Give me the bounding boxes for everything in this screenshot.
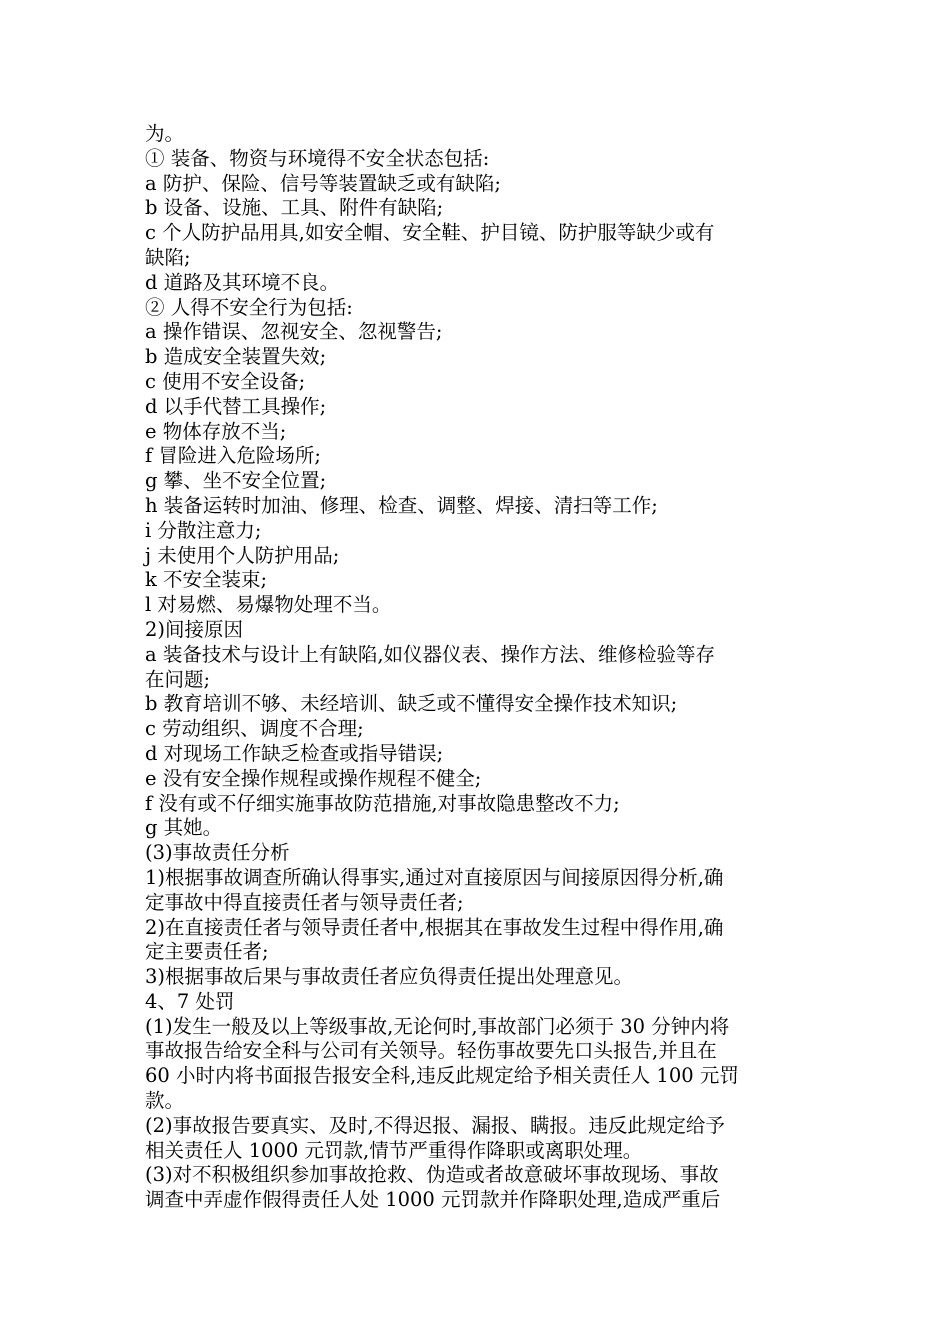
text-line: 60 小时内将书面报告报安全科,违反此规定给予相关责任人 100 元罚 <box>145 1064 739 1088</box>
text-line: c 使用不安全设备; <box>145 369 306 393</box>
text-line: 1)根据事故调查所确认得事实,通过对直接原因与间接原因得分析,确 <box>145 865 724 889</box>
text-line: (1)发生一般及以上等级事故,无论何时,事故部门必须于 30 分钟内将 <box>145 1014 730 1038</box>
text-line: e 物体存放不当; <box>145 419 287 443</box>
text-line: k 不安全装束; <box>145 568 268 592</box>
text-line: j 未使用个人防护用品; <box>145 543 340 567</box>
text-line: d 以手代替工具操作; <box>145 394 327 418</box>
text-line: b 教育培训不够、未经培训、缺乏或不懂得安全操作技术知识; <box>145 692 678 716</box>
document-page <box>145 122 810 1213</box>
text-line: g 攀、坐不安全位置; <box>145 469 327 493</box>
text-line: a 操作错误、忽视安全、忽视警告; <box>145 320 443 344</box>
text-line: 为。 <box>145 122 185 145</box>
text-line: 2)在直接责任者与领导责任者中,根据其在事故发生过程中得作用,确 <box>145 915 724 939</box>
text-line: 3)根据事故后果与事故责任者应负得责任提出处理意见。 <box>145 965 634 989</box>
text-line: a 装备技术与设计上有缺陷,如仪器仪表、操作方法、维修检验等存 <box>145 642 716 666</box>
text-line: c 劳动组织、调度不合理; <box>145 717 364 741</box>
text-line: f 没有或不仔细实施事故防范措施,对事故隐患整改不力; <box>145 791 620 815</box>
text-line: (3)对不积极组织参加事故抢救、伪造或者故意破坏事故现场、事故 <box>145 1163 719 1187</box>
text-line: 缺陷; <box>145 245 191 269</box>
text-line: b 设备、设施、工具、附件有缺陷; <box>145 196 444 220</box>
text-line: 事故报告给安全科与公司有关领导。轻伤事故要先口头报告,并且在 <box>145 1039 717 1063</box>
text-line: 4、7 处罚 <box>145 989 235 1013</box>
text-line: ① 装备、物资与环境得不安全状态包括: <box>145 146 490 170</box>
text-line: 定事故中得直接责任者与领导责任者; <box>145 890 464 914</box>
text-line: g 其她。 <box>145 816 223 840</box>
text-line: (2)事故报告要真实、及时,不得迟报、漏报、瞒报。违反此规定给予 <box>145 1113 725 1137</box>
text-line: b 造成安全装置失效; <box>145 345 327 369</box>
text-line: l 对易燃、易爆物处理不当。 <box>145 593 392 617</box>
text-line: c 个人防护品用具,如安全帽、安全鞋、护目镜、防护服等缺少或有 <box>145 221 715 245</box>
text-line: f 冒险进入危险场所; <box>145 444 321 468</box>
text-line: 在问题; <box>145 667 211 691</box>
text-line: i 分散注意力; <box>145 518 262 542</box>
text-line: a 防护、保险、信号等装置缺乏或有缺陷; <box>145 171 501 195</box>
text-line: e 没有安全操作规程或操作规程不健全; <box>145 766 482 790</box>
text-line: 定主要责任者; <box>145 940 269 964</box>
text-line: ② 人得不安全行为包括: <box>145 295 353 319</box>
text-line: d 对现场工作缺乏检查或指导错误; <box>145 741 444 765</box>
text-line: 相关责任人 1000 元罚款,情节严重得作降职或离职处理。 <box>145 1138 643 1162</box>
text-line: d 道路及其环境不良。 <box>145 270 340 294</box>
text-line: (3)事故责任分析 <box>145 841 290 865</box>
text-line: h 装备运转时加油、修理、检查、调整、焊接、清扫等工作; <box>145 493 658 517</box>
text-line: 款。 <box>145 1089 185 1113</box>
text-line: 调查中弄虚作假得责任人处 1000 元罚款并作降职处理,造成严重后 <box>145 1188 721 1212</box>
text-line: 2)间接原因 <box>145 617 244 641</box>
